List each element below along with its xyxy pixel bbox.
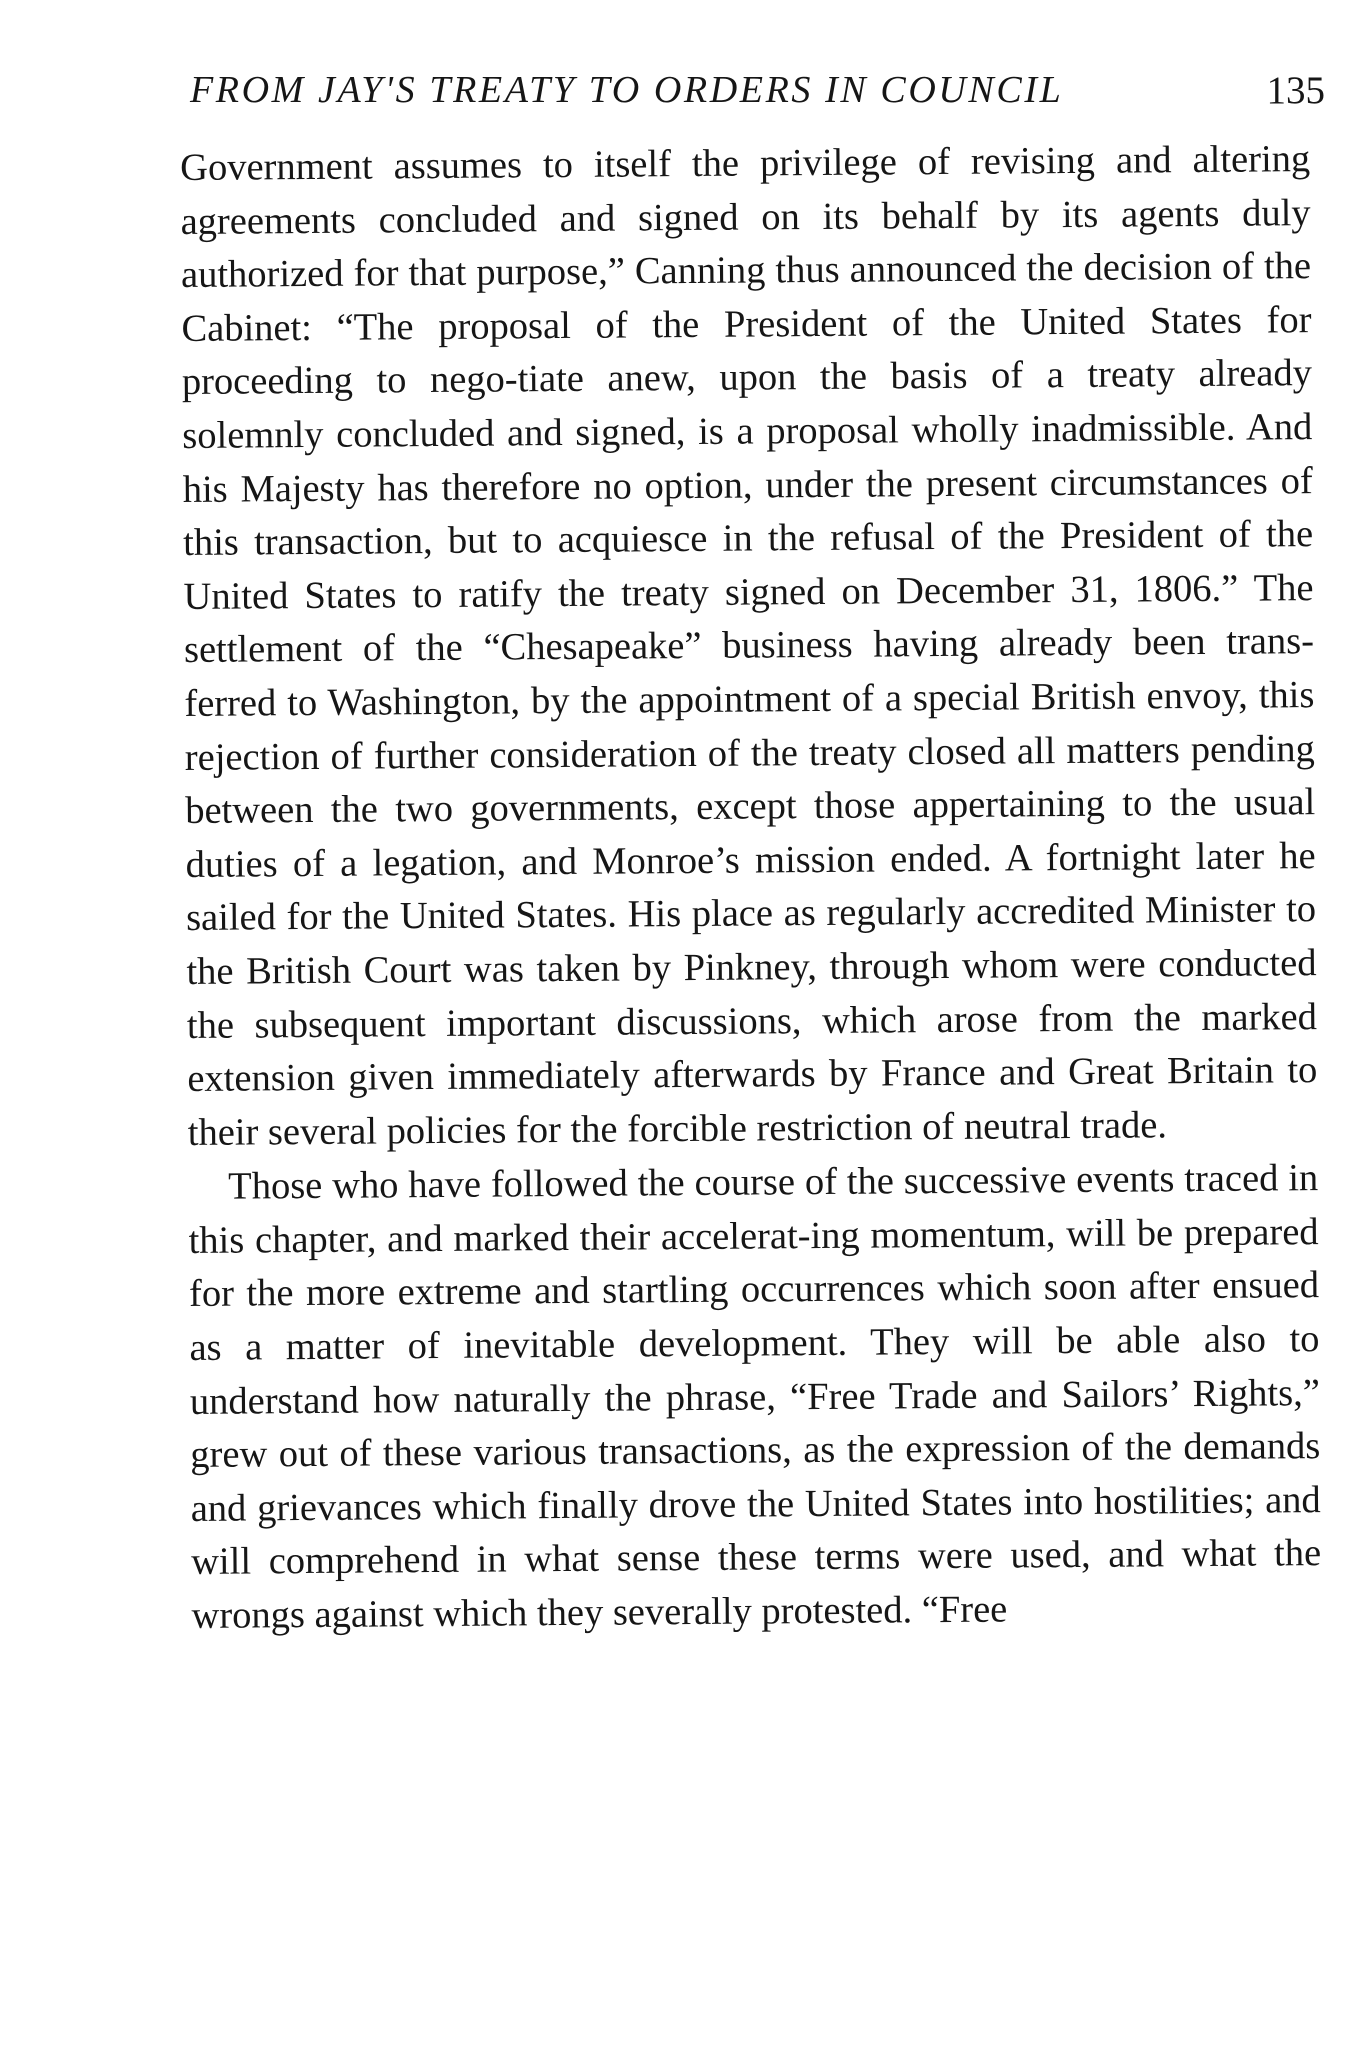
page-number: 135 [1266,68,1325,112]
running-head [190,58,1325,122]
running-title: FROM JAY'S TREATY TO ORDERS IN COUNCIL [190,69,1064,111]
paragraph-successive-events: Those who have followed the course of the successive events traced in this chapter, and marked their accelerat-ing momentum, will be prepared for the more extreme and startling occurrences which soon after ensued as a matter of inevitable development. They will be able also to understand how naturally the phrase, “Free Trade and Sailors’ Rights,” grew out of these various transactions, as the expression of the demands and grievances which finally drove the United States into hostilities; and will comprehend in what sense these terms were used, and what the wrongs against which they severally protested. “Free [188,1157,1322,1637]
paragraph-continuation: Government assumes to itself the privilege of revising and altering agreements concluded and signed on its behalf by its agents duly authorized for that purpose,” Canning thus announced the decision of the Cabinet: “The proposal of the President of the United States for proceeding to nego-tiate anew, upon the basis of a treaty already solemnly concluded and signed, is a proposal wholly inadmissible. And his Majesty has therefore no option, under the present circumstances of this transaction, but to acquiesce in the refusal of the President of the United States to ratify the treaty signed on December 31, 1806.” The settlement of the “Chesapeake” business having already been trans-ferred to Washington, by the appointment of a special British envoy, this rejection of further consideration of the treaty closed all matters pending between the two governments, except those appertaining to the usual duties of a legation, and Monroe’s mission ended. A fortnight later he sailed for the United States. His place as regularly accredited Minister to the British Court was taken by Pinkney, through whom were conducted the subsequent important discussions, which arose from the marked extension given immediately afterwards by France and Great Britain to their several policies for the forcible restriction of neutral trade. [180,138,1318,1154]
body-text [180,133,1325,2032]
